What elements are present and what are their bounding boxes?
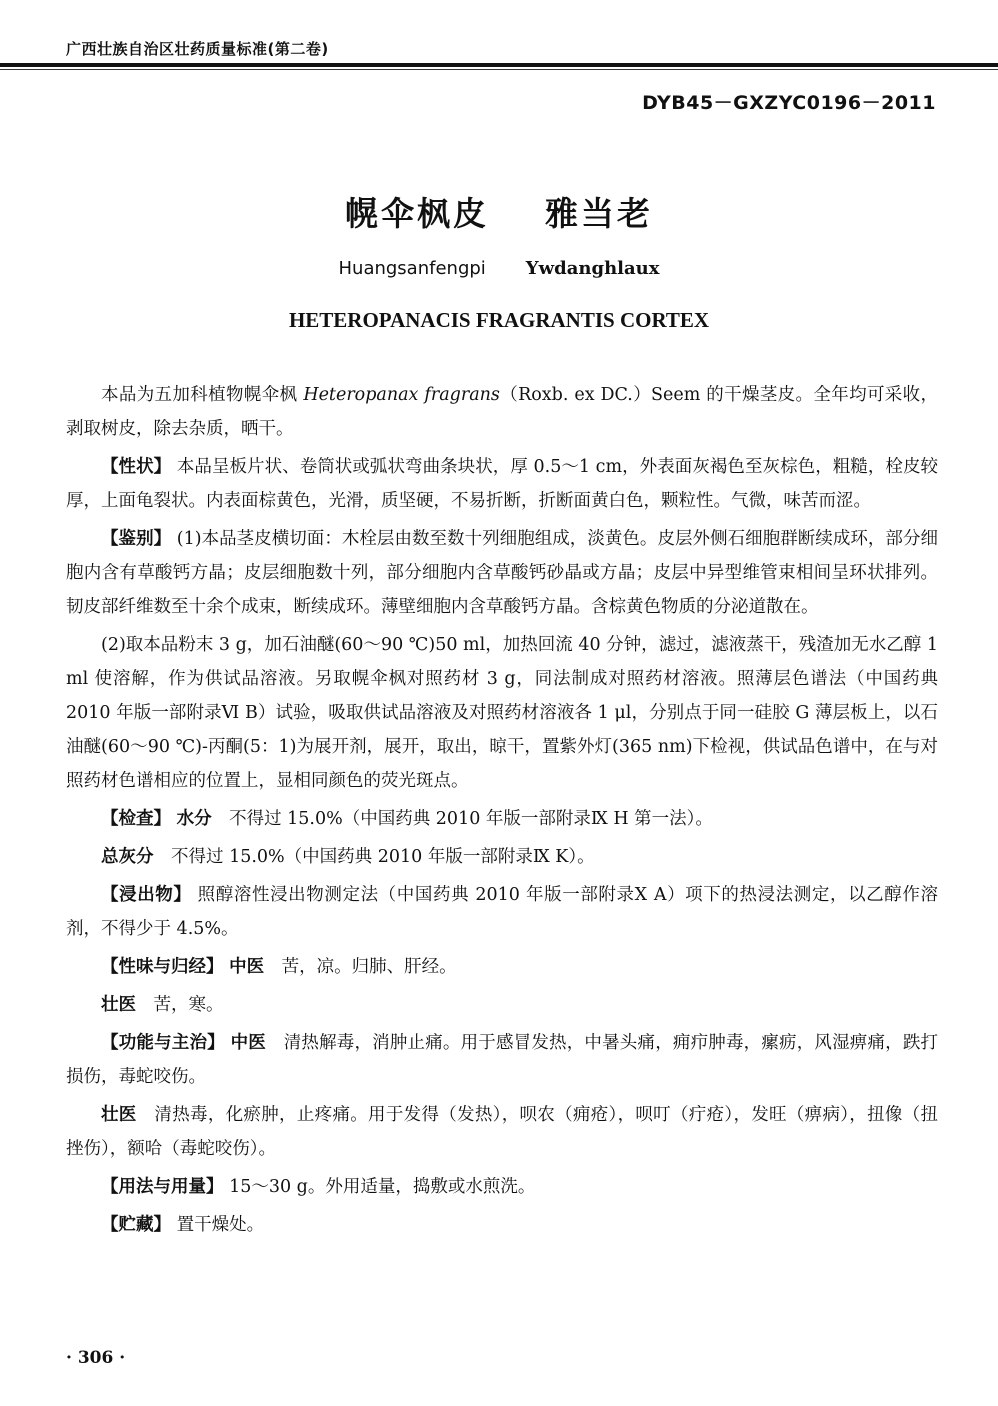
monograph-body (66, 378, 938, 1246)
usage-section (66, 1170, 938, 1204)
section-label: 【鉴别】 (101, 529, 172, 549)
section-text: 苦，寒。 (153, 995, 224, 1015)
section-text: 不得过 15.0%（中国药典 2010 年版一部附录Ⅸ K）。 (171, 847, 595, 867)
section-label: 【性味与归经】 (101, 957, 224, 977)
standard-code: DYB45－GXZYC0196－2011 (642, 92, 936, 114)
section-text: 照醇溶性浸出物测定法（中国药典 2010 年版一部附录Ⅹ A）项下的热浸法测定，以乙醇作溶剂，不得少于 4.5%。 (66, 885, 938, 939)
section-text: 清热毒，化瘀肿，止疼痛。用于发得（发热），呗农（痈疮），呗叮（疔疮），发旺（痹病），扭像（扭挫伤），额哈（毒蛇咬伤）。 (66, 1105, 939, 1159)
section-text: 不得过 15.0%（中国药典 2010 年版一部附录Ⅸ H 第一法）。 (229, 809, 713, 829)
extract-section (66, 878, 938, 946)
section-text: 15～30 g。外用适量，捣敷或水煎洗。 (229, 1177, 536, 1197)
function-zhuang (66, 1098, 938, 1166)
intro-text: 本品为五加科植物幌伞枫 (101, 385, 304, 405)
section-label: 【功能与主治】 (101, 1033, 225, 1053)
section-label: 【用法与用量】 (101, 1177, 224, 1197)
section-text: (1)本品茎皮横切面：木栓层由数至数十列细胞组成，淡黄色。皮层外侧石细胞群断续成环，部分细胞内含有草酸钙方晶；皮层细胞数十列，部分细胞内含草酸钙砂晶或方晶；皮层中异型维管束相间呈环状排列。韧皮部纤维数至十余个成束，断续成环。薄壁细胞内含草酸钙方晶。含棕黄色物质的分泌道散在。 (66, 529, 938, 617)
sub-label: 中医 (229, 957, 265, 977)
function-section (66, 1026, 938, 1094)
zhuang-name: 雅当老 (545, 194, 653, 233)
nature-zhuang (66, 988, 938, 1022)
section-label: 【浸出物】 (101, 885, 192, 905)
page-number: · 306 · (66, 1348, 126, 1368)
zhuang-romanized-name: Ywdanghlaux (525, 258, 660, 279)
intro-text-tail: （Roxb. ex DC.）Seem 的干燥茎皮。全年均可采收，剥取树皮，除去杂质，晒干。 (66, 385, 938, 439)
inspection-section (66, 802, 938, 836)
header-rule (0, 63, 998, 67)
section-text: 置干燥处。 (176, 1215, 265, 1235)
species-name: Heteropanax fragrans (303, 385, 500, 405)
section-label: 【性状】 (101, 457, 172, 477)
sub-label: 壮医 (101, 1105, 137, 1125)
section-label: 【检查】 (101, 809, 171, 829)
section-text: 苦，凉。归肺、肝经。 (281, 957, 457, 977)
header-rule-thin (0, 69, 998, 70)
sub-label: 水分 (176, 809, 212, 829)
section-label: 【贮藏】 (101, 1215, 171, 1235)
storage-section (66, 1208, 938, 1242)
chinese-name: 幌伞枫皮 (345, 194, 489, 233)
identification-tlc (66, 628, 938, 798)
intro-paragraph (66, 378, 938, 446)
running-header: 广西壮族自治区壮药质量标准(第二卷) (66, 40, 329, 58)
section-text: 本品呈板片状、卷筒状或弧状弯曲条块状，厚 0.5～1 cm，外表面灰褐色至灰棕色，粗糙，栓皮较厚，上面龟裂状。内表面棕黄色，光滑，质坚硬，不易折断，折断面黄白色，颗粒性。气微，味苦而涩。 (66, 457, 939, 511)
sub-label: 中医 (230, 1033, 266, 1053)
identification-section (66, 522, 938, 624)
nature-meridian-section (66, 950, 938, 984)
section-text: 清热解毒，消肿止痛。用于感冒发热，中暑头痛，痈疖肿毒，瘰疬，风湿痹痛，跌打损伤，毒蛇咬伤。 (66, 1033, 939, 1087)
sub-label: 壮医 (101, 995, 136, 1015)
title-row (0, 188, 998, 235)
pinyin-name: Huangsanfengpi (338, 258, 486, 279)
section-text: (2)取本品粉末 3 g，加石油醚(60～90 ℃)50 ml，加热回流 40 分钟，滤过，滤液蒸干，残渣加无水乙醇 1 ml 使溶解，作为供试品溶液。另取幌伞枫对照药材 3 g，同法制成对照药材溶液。照薄层色谱法（中国药典 2010 年版一部附录Ⅵ B）试验，吸取供试品溶液及对照药材溶液各 1 μl，分别点于同一硅胶 G 薄层板上，以石油醚(60～90 ℃)-丙酮(5：1)为展开剂，展开，取出，晾干，置紫外灯(365 nm)下检视，供试品色谱中，在与对照药材色谱相应的位置上，显相同颜色的荧光斑点。 (66, 635, 938, 791)
latin-name: HETEROPANACIS FRAGRANTIS CORTEX (288, 308, 710, 332)
romanized-names (0, 258, 998, 279)
description-section (66, 450, 938, 518)
sub-label: 总灰分 (101, 847, 154, 867)
inspection-ash (66, 840, 938, 874)
